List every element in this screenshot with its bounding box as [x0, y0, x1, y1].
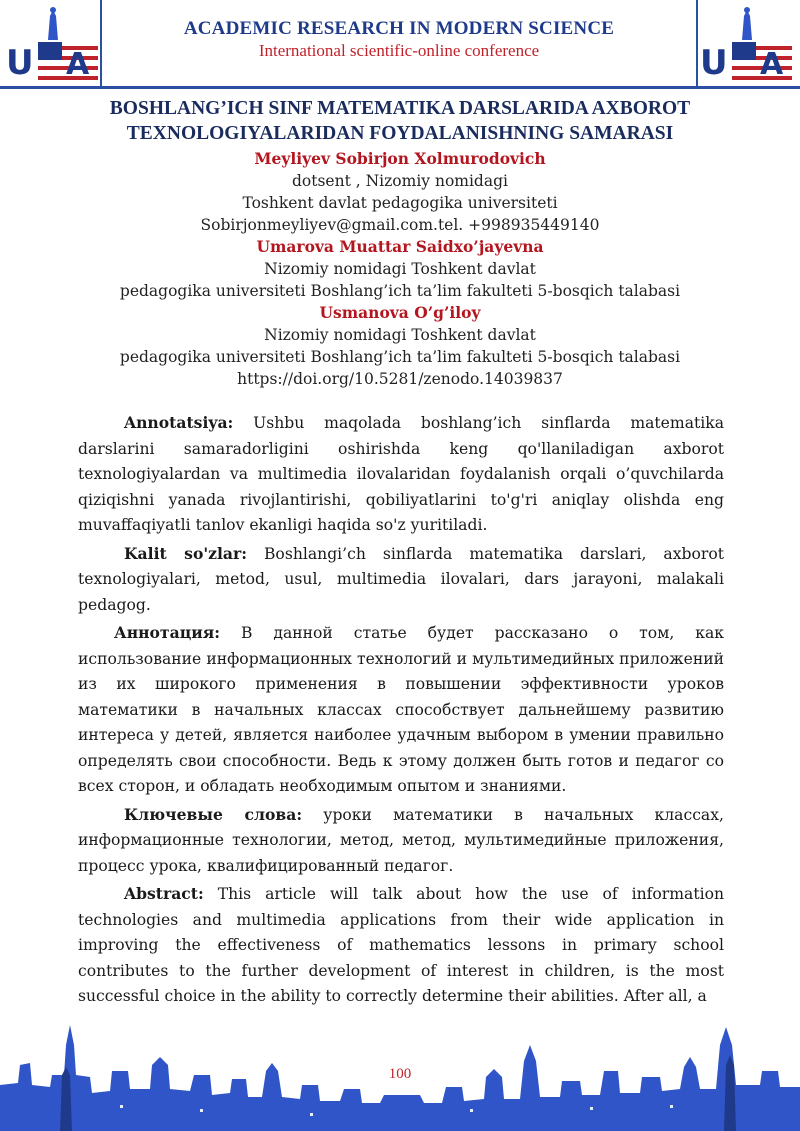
usa-logo-left: [4, 6, 102, 82]
article-title-line-2: TEXNOLOGIYALARIDAN FOYDALANISHNING SAMARASI: [126, 123, 674, 144]
annotation-uz-text: Ushbu maqolada boshlang’ich sinflarda matematika darslarini samaradorligini oshirishda keng qo'llaniladigan axborot texnologiyalardan va multimedia ilovalaridan foydalanish orqali o’quvchilarda qiziqishni yanada rivojlantirishi, qobiliyatlarini to'g'ri aniqlay olishda eng muvaffaqiyatli tanlov ekanligi haqida so'z yuritiladi.: [78, 414, 724, 534]
author-contact: Sobirjonmeyliyev@gmail.com.tel. +998935449140: [200, 216, 600, 234]
usa-logo-right: [698, 6, 796, 82]
doi-link[interactable]: https://doi.org/10.5281/zenodo.14039837: [237, 370, 563, 388]
author-name: Meyliyev Sobirjon Xolmurodovich: [254, 149, 546, 168]
author-affiliation-line: Nizomiy nomidagi Toshkent davlat: [264, 260, 536, 278]
statue-of-liberty-icon: [48, 10, 58, 40]
article-body: [78, 410, 724, 1012]
svg-text:U: U: [700, 43, 728, 82]
keywords-uz-text: Boshlangi’ch sinflarda matematika darslari, axborot texnologiyalari, metod, usul, multimedia ilovalari, dars jarayoni, malakali pedagog.: [78, 544, 724, 614]
author-affiliation-line: dotsent , Nizomiy nomidagi: [292, 172, 508, 190]
header-rule: [0, 86, 800, 89]
abstract-en-text: This article will talk about how the use of information technologies and multimedia applications from their wide application in improving the effectiveness of mathematics lessons in primary school contributes to the further development of interest in children, is the most successful choice in the ability to correctly determine their abilities. After all, a: [78, 885, 724, 1005]
author-name: Usmanova O’g’iloy: [319, 303, 481, 322]
author-affiliation-line: Toshkent davlat pedagogika universiteti: [242, 194, 558, 212]
author-name: Umarova Muattar Saidxo’jayevna: [256, 237, 544, 256]
keywords-ru-text: уроки математики в начальных классах, информационные технологии, метод, метод, мультимедийные приложения, процесс урока, квалифицированный педагог.: [78, 805, 724, 875]
annotation-uz-paragraph: [78, 410, 724, 539]
author-block: [40, 148, 760, 390]
annotation-ru-label: Аннотация:: [114, 623, 221, 642]
statue-of-liberty-icon: [742, 10, 752, 40]
page-number: 100: [388, 1066, 412, 1082]
author-affiliation-line: pedagogika universiteti Boshlang’ich ta’lim fakulteti 5-bosqich talabasi: [119, 348, 681, 366]
keywords-ru-label: Ключевые слова:: [124, 804, 303, 824]
article-title-line-1: BOSHLANG’ICH SINF MATEMATIKA DARSLARIDA AXBOROT: [109, 98, 691, 119]
keywords-ru-paragraph: [78, 802, 724, 880]
conference-subtitle: International scientific-online conference: [258, 41, 540, 60]
logo-letter-u: U: [6, 43, 34, 82]
abstract-en-paragraph: [78, 881, 724, 1010]
abstract-en-label: Abstract:: [124, 884, 204, 903]
annotation-ru-text: В данной статье будет рассказано о том, как использование информационных технологий и мультимедийных приложений из их широкого применения в повышении эффективности уроков математики в начальных классах способствует дальнейшему развитию интереса у детей, является наиболее удачным выбором в умении правильно определять свои способности. Ведь к этому должен быть готов и педагог со всех сторон, и обладать необходимым опытом и знаниями.: [78, 624, 724, 795]
conference-header: [0, 0, 800, 92]
annotation-ru-paragraph: [78, 620, 724, 800]
keywords-uz-label: Kalit so'zlar:: [124, 543, 247, 563]
annotation-uz-label: Annotatsiya:: [124, 413, 234, 432]
svg-text:A: A: [760, 47, 784, 82]
logo-letter-a: A: [66, 47, 90, 82]
conference-title: ACADEMIC RESEARCH IN MODERN SCIENCE: [183, 18, 615, 39]
keywords-uz-paragraph: [78, 541, 724, 619]
author-affiliation-line: Nizomiy nomidagi Toshkent davlat: [264, 326, 536, 344]
article-title: [60, 96, 740, 146]
author-affiliation-line: pedagogika universiteti Boshlang’ich ta’lim fakulteti 5-bosqich talabasi: [119, 282, 681, 300]
